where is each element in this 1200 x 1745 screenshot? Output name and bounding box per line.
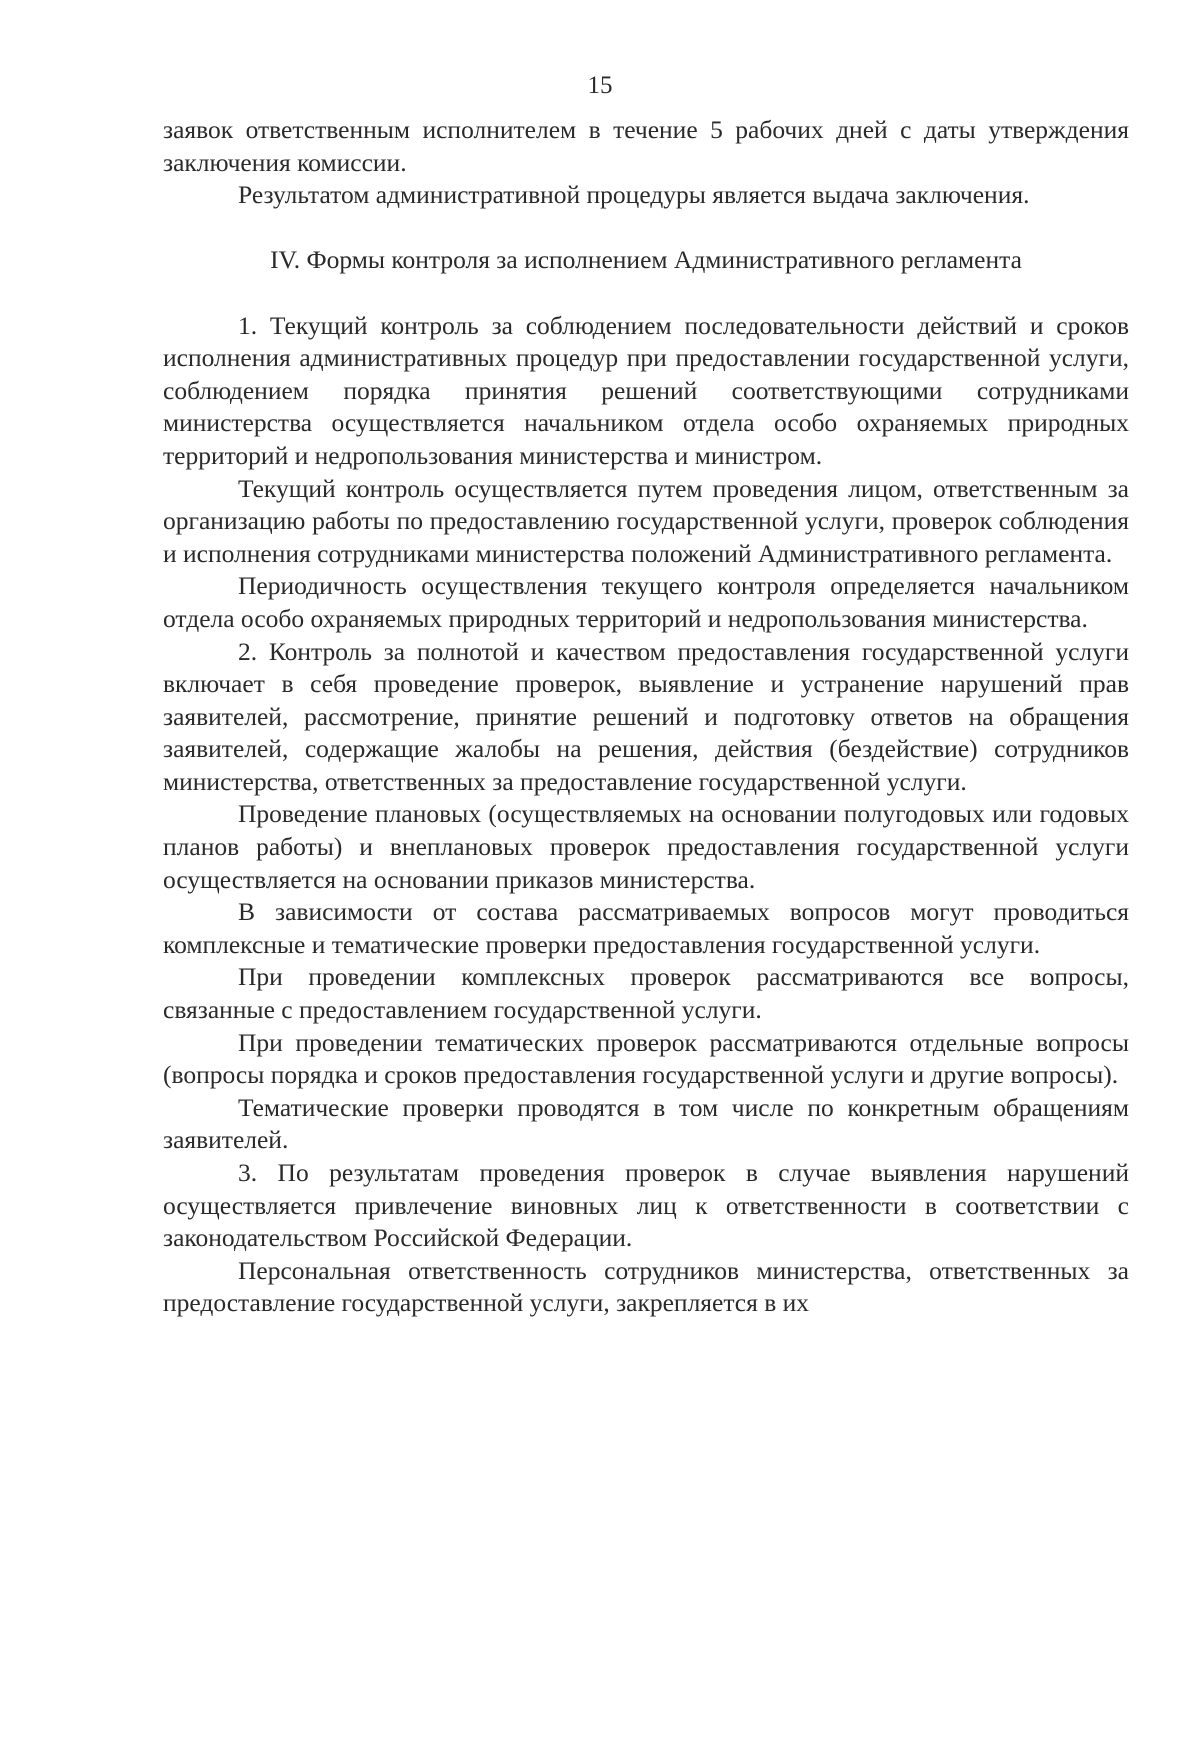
page-number: 15 bbox=[587, 72, 613, 99]
continuation-paragraph: заявок ответственным исполнителем в течение 5 рабочих дней с даты утверждения заключения комиссии. bbox=[163, 115, 1129, 177]
body-paragraph: В зависимости от состава рассматриваемых вопросов могут проводиться комплексные и тематические проверки предоставления государственной услуги. bbox=[163, 897, 1129, 959]
body-paragraph: Текущий контроль осуществляется путем проведения лицом, ответственным за организацию работы по предоставлению государственной услуги, проверок соблюдения и исполнения сотрудниками министерства положений Административного регламента. bbox=[163, 473, 1129, 568]
body-paragraph: 3. По результатам проведения проверок в случае выявления нарушений осуществляется привлечение виновных лиц к ответственности в соответствии с законодательством Российской Федерации. bbox=[163, 1158, 1129, 1253]
body-paragraph: 2. Контроль за полнотой и качеством предоставления государственной услуги включает в себя проведение проверок, выявление и устранение нарушений прав заявителей, рассмотрение, принятие решений и подготовку ответов на обращения заявителей, содержащие жалобы на решения, действия (бездействие) сотрудников министерства, ответственных за предоставление государственной услуги. bbox=[163, 636, 1129, 796]
body-paragraph: Периодичность осуществления текущего контроля определяется начальником отдела особо охраняемых природных территорий и недропользования министерства. bbox=[163, 571, 1129, 633]
body-paragraph: Проведение плановых (осуществляемых на основании полугодовых или годовых планов работы) и внеплановых проверок предоставления государственной услуги осуществляется на основании приказов министерства. bbox=[163, 799, 1129, 894]
document-body bbox=[163, 114, 1129, 1320]
body-paragraph: Результатом административной процедуры является выдача заключения. bbox=[238, 180, 1030, 210]
body-paragraph: При проведении комплексных проверок рассматриваются все вопросы, связанные с предоставлением государственной услуги. bbox=[163, 962, 1129, 1025]
body-paragraph: 1. Текущий контроль за соблюдением последовательности действий и сроков исполнения административных процедур при предоставлении государственной услуги, соблюдением порядка принятия решений соответствующими сотрудниками министерства осуществляется начальником отдела особо охраняемых природных территорий и недропользования министерства и министром. bbox=[163, 310, 1129, 470]
body-paragraph: Персональная ответственность сотрудников министерства, ответственных за предоставление государственной услуги, закрепляется в их bbox=[163, 1255, 1129, 1318]
section-heading: IV. Формы контроля за исполнением Административного регламента bbox=[270, 245, 1022, 275]
body-paragraph: При проведении тематических проверок рассматриваются отдельные вопросы (вопросы порядка и сроков предоставления государственной услуги и другие вопросы). bbox=[163, 1027, 1129, 1090]
body-paragraph: Тематические проверки проводятся в том числе по конкретным обращениям заявителей. bbox=[163, 1092, 1129, 1155]
